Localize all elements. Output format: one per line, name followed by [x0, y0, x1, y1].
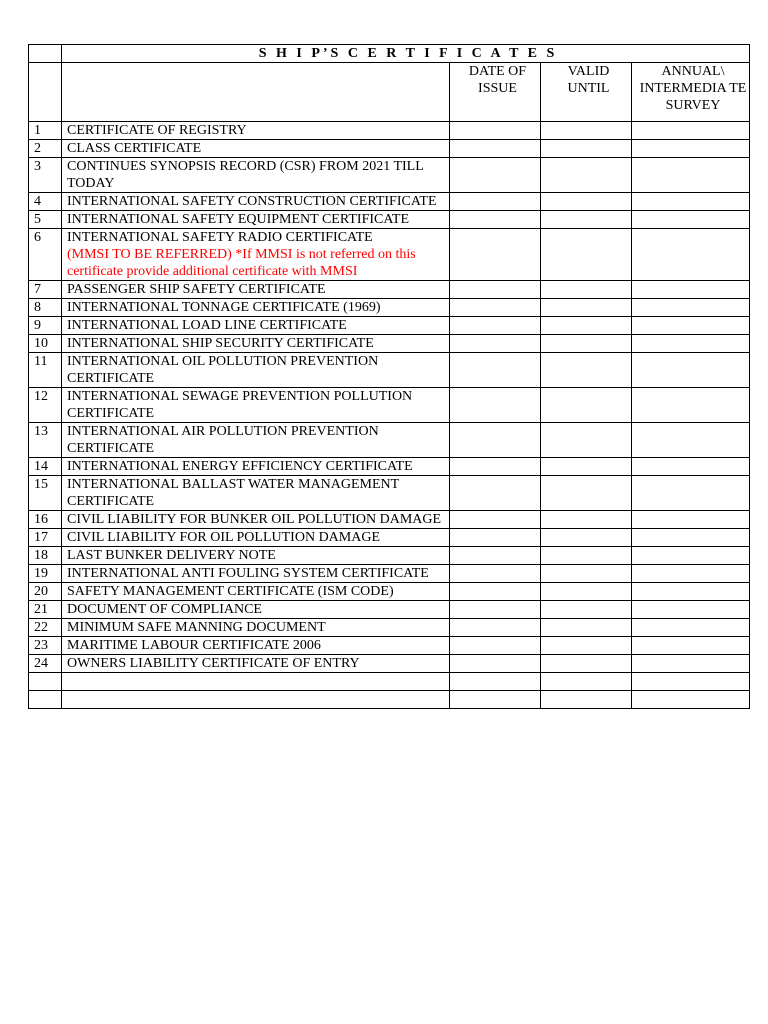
certificate-name: CIVIL LIABILITY FOR OIL POLLUTION DAMAGE — [67, 530, 381, 545]
certificate-name: INTERNATIONAL LOAD LINE CERTIFICATE — [67, 318, 347, 333]
annual-survey-cell[interactable] — [632, 673, 750, 691]
annual-survey-cell[interactable] — [632, 423, 750, 458]
valid-until-cell[interactable] — [541, 511, 632, 529]
annual-survey-cell[interactable] — [632, 565, 750, 583]
certificate-name-cell — [62, 211, 450, 229]
date-of-issue-cell[interactable] — [450, 619, 541, 637]
table-row — [29, 335, 750, 353]
valid-until-cell[interactable] — [541, 547, 632, 565]
table-title: S H I P’S C E R T I F I C A T E S — [62, 45, 750, 63]
table-body — [29, 45, 750, 709]
annual-survey-cell[interactable] — [632, 458, 750, 476]
date-of-issue-cell[interactable] — [450, 547, 541, 565]
annual-survey-cell[interactable] — [632, 691, 750, 709]
valid-until-cell[interactable] — [541, 317, 632, 335]
certificate-name: CLASS CERTIFICATE — [67, 141, 202, 156]
table-row — [29, 601, 750, 619]
certificate-note: (MMSI TO BE REFERRED) *If MMSI is not referred on this certificate provide additional certificate with MMSI — [67, 247, 416, 279]
table-row — [29, 211, 750, 229]
certificate-name-cell — [62, 229, 450, 281]
row-number: 1 — [29, 122, 62, 140]
table-row — [29, 388, 750, 423]
annual-survey-cell[interactable] — [632, 335, 750, 353]
valid-until-cell[interactable] — [541, 691, 632, 709]
row-number: 16 — [29, 511, 62, 529]
date-of-issue-cell[interactable] — [450, 140, 541, 158]
row-number: 3 — [29, 158, 62, 193]
table-row — [29, 529, 750, 547]
certificate-name-cell — [62, 529, 450, 547]
certificate-name: INTERNATIONAL TONNAGE CERTIFICATE (1969) — [67, 300, 381, 315]
date-of-issue-cell[interactable] — [450, 529, 541, 547]
table-row — [29, 193, 750, 211]
date-of-issue-cell[interactable] — [450, 458, 541, 476]
table-row — [29, 299, 750, 317]
certificate-name-cell — [62, 601, 450, 619]
valid-until-cell[interactable] — [541, 353, 632, 388]
certificate-name-cell — [62, 637, 450, 655]
table-row — [29, 458, 750, 476]
annual-survey-cell[interactable] — [632, 122, 750, 140]
certificate-name-cell — [62, 476, 450, 511]
row-number: 14 — [29, 458, 62, 476]
date-of-issue-cell[interactable] — [450, 335, 541, 353]
annual-survey-cell[interactable] — [632, 388, 750, 423]
table-row — [29, 353, 750, 388]
annual-survey-cell[interactable] — [632, 655, 750, 673]
date-of-issue-cell[interactable] — [450, 583, 541, 601]
valid-until-cell[interactable] — [541, 476, 632, 511]
header-number — [29, 63, 62, 122]
date-of-issue-cell[interactable] — [450, 476, 541, 511]
valid-until-cell[interactable] — [541, 229, 632, 281]
row-number: 9 — [29, 317, 62, 335]
annual-survey-cell[interactable] — [632, 511, 750, 529]
valid-until-cell[interactable] — [541, 601, 632, 619]
table-row — [29, 423, 750, 458]
certificate-name: CONTINUES SYNOPSIS RECORD (CSR) FROM 2021 TILL TODAY — [67, 159, 424, 191]
row-number: 20 — [29, 583, 62, 601]
valid-until-cell[interactable] — [541, 335, 632, 353]
certificate-name: INTERNATIONAL SHIP SECURITY CERTIFICATE — [67, 336, 374, 351]
table-row — [29, 637, 750, 655]
table-row — [29, 583, 750, 601]
date-of-issue-cell[interactable] — [450, 691, 541, 709]
date-of-issue-cell[interactable] — [450, 423, 541, 458]
header-annual-survey: ANNUAL\ INTERMEDIA TE SURVEY — [632, 63, 750, 122]
table-row — [29, 158, 750, 193]
valid-until-cell[interactable] — [541, 458, 632, 476]
certificate-name: PASSENGER SHIP SAFETY CERTIFICATE — [67, 282, 326, 297]
row-number: 10 — [29, 335, 62, 353]
certificate-name-cell — [62, 317, 450, 335]
date-of-issue-cell[interactable] — [450, 211, 541, 229]
certificate-name-cell — [62, 140, 450, 158]
annual-survey-cell[interactable] — [632, 637, 750, 655]
certificate-name-cell — [62, 158, 450, 193]
certificate-name: MINIMUM SAFE MANNING DOCUMENT — [67, 620, 326, 635]
valid-until-cell[interactable] — [541, 655, 632, 673]
row-number: 19 — [29, 565, 62, 583]
title-number-cell — [29, 45, 62, 63]
certificate-name: INTERNATIONAL ANTI FOULING SYSTEM CERTIFICATE — [67, 566, 429, 581]
table-row — [29, 655, 750, 673]
table-row — [29, 565, 750, 583]
header-date-of-issue: DATE OF ISSUE — [450, 63, 541, 122]
valid-until-cell[interactable] — [541, 211, 632, 229]
date-of-issue-cell[interactable] — [450, 565, 541, 583]
row-number: 6 — [29, 229, 62, 281]
annual-survey-cell[interactable] — [632, 140, 750, 158]
header-certificate — [62, 63, 450, 122]
annual-survey-cell[interactable] — [632, 299, 750, 317]
certificate-name: CIVIL LIABILITY FOR BUNKER OIL POLLUTION DAMAGE — [67, 512, 442, 527]
annual-survey-cell[interactable] — [632, 281, 750, 299]
certificate-name-cell — [62, 547, 450, 565]
row-number: 22 — [29, 619, 62, 637]
certificate-name: INTERNATIONAL AIR POLLUTION PREVENTION CERTIFICATE — [67, 424, 379, 456]
certificate-name-cell — [62, 423, 450, 458]
valid-until-cell[interactable] — [541, 637, 632, 655]
certificate-name: SAFETY MANAGEMENT CERTIFICATE (ISM CODE) — [67, 584, 394, 599]
certificate-name: INTERNATIONAL OIL POLLUTION PREVENTION CERTIFICATE — [67, 354, 379, 386]
certificate-name: MARITIME LABOUR CERTIFICATE 2006 — [67, 638, 321, 653]
annual-survey-cell[interactable] — [632, 229, 750, 281]
row-number: 8 — [29, 299, 62, 317]
date-of-issue-cell[interactable] — [450, 281, 541, 299]
blank-row — [29, 691, 750, 709]
certificate-name: INTERNATIONAL BALLAST WATER MANAGEMENT CERTIFICATE — [67, 477, 399, 509]
certificate-name: INTERNATIONAL SAFETY EQUIPMENT CERTIFICATE — [67, 212, 410, 227]
table-row — [29, 140, 750, 158]
date-of-issue-cell[interactable] — [450, 637, 541, 655]
annual-survey-cell[interactable] — [632, 317, 750, 335]
table-row — [29, 511, 750, 529]
row-number: 12 — [29, 388, 62, 423]
certificate-name-cell — [62, 565, 450, 583]
ships-certificates-table — [28, 44, 750, 709]
blank-name-cell[interactable] — [62, 673, 450, 691]
date-of-issue-cell[interactable] — [450, 122, 541, 140]
date-of-issue-cell[interactable] — [450, 317, 541, 335]
annual-survey-cell[interactable] — [632, 193, 750, 211]
certificate-name-cell — [62, 458, 450, 476]
annual-survey-cell[interactable] — [632, 619, 750, 637]
row-number: 21 — [29, 601, 62, 619]
valid-until-cell[interactable] — [541, 673, 632, 691]
date-of-issue-cell[interactable] — [450, 673, 541, 691]
certificate-name-cell — [62, 353, 450, 388]
blank-row — [29, 673, 750, 691]
blank-number-cell[interactable] — [29, 673, 62, 691]
date-of-issue-cell[interactable] — [450, 655, 541, 673]
annual-survey-cell[interactable] — [632, 601, 750, 619]
row-number: 4 — [29, 193, 62, 211]
annual-survey-cell[interactable] — [632, 211, 750, 229]
title-row — [29, 45, 750, 63]
date-of-issue-cell[interactable] — [450, 229, 541, 281]
row-number: 11 — [29, 353, 62, 388]
valid-until-cell[interactable] — [541, 619, 632, 637]
annual-survey-cell[interactable] — [632, 583, 750, 601]
valid-until-cell[interactable] — [541, 299, 632, 317]
date-of-issue-cell[interactable] — [450, 158, 541, 193]
certificate-name: CERTIFICATE OF REGISTRY — [67, 123, 247, 138]
annual-survey-cell[interactable] — [632, 158, 750, 193]
table-row — [29, 619, 750, 637]
header-row — [29, 63, 750, 122]
certificate-name: INTERNATIONAL SAFETY RADIO CERTIFICATE — [67, 230, 373, 245]
date-of-issue-cell[interactable] — [450, 601, 541, 619]
certificate-name-cell — [62, 299, 450, 317]
header-valid-until: VALID UNTIL — [541, 63, 632, 122]
row-number: 2 — [29, 140, 62, 158]
date-of-issue-cell[interactable] — [450, 299, 541, 317]
annual-survey-cell[interactable] — [632, 529, 750, 547]
certificate-name: LAST BUNKER DELIVERY NOTE — [67, 548, 276, 563]
certificate-name: DOCUMENT OF COMPLIANCE — [67, 602, 262, 617]
annual-survey-cell[interactable] — [632, 476, 750, 511]
valid-until-cell[interactable] — [541, 583, 632, 601]
table-row — [29, 476, 750, 511]
valid-until-cell[interactable] — [541, 122, 632, 140]
blank-number-cell[interactable] — [29, 691, 62, 709]
certificate-name-cell — [62, 193, 450, 211]
valid-until-cell[interactable] — [541, 388, 632, 423]
certificate-name-cell — [62, 583, 450, 601]
certificate-name: INTERNATIONAL SEWAGE PREVENTION POLLUTION CERTIFICATE — [67, 389, 413, 421]
blank-name-cell[interactable] — [62, 691, 450, 709]
date-of-issue-cell[interactable] — [450, 193, 541, 211]
valid-until-cell[interactable] — [541, 281, 632, 299]
certificate-name: INTERNATIONAL SAFETY CONSTRUCTION CERTIFICATE — [67, 194, 437, 209]
certificate-name-cell — [62, 335, 450, 353]
table-row — [29, 281, 750, 299]
certificate-name-cell — [62, 388, 450, 423]
row-number: 7 — [29, 281, 62, 299]
row-number: 15 — [29, 476, 62, 511]
table-row — [29, 122, 750, 140]
certificate-name: INTERNATIONAL ENERGY EFFICIENCY CERTIFICATE — [67, 459, 413, 474]
table-row — [29, 547, 750, 565]
row-number: 17 — [29, 529, 62, 547]
row-number: 23 — [29, 637, 62, 655]
table-row — [29, 317, 750, 335]
valid-until-cell[interactable] — [541, 158, 632, 193]
certificate-name-cell — [62, 511, 450, 529]
valid-until-cell[interactable] — [541, 565, 632, 583]
row-number: 5 — [29, 211, 62, 229]
date-of-issue-cell[interactable] — [450, 511, 541, 529]
certificate-name-cell — [62, 281, 450, 299]
valid-until-cell[interactable] — [541, 529, 632, 547]
table-row — [29, 229, 750, 281]
certificate-name-cell — [62, 619, 450, 637]
certificate-name: OWNERS LIABILITY CERTIFICATE OF ENTRY — [67, 656, 360, 671]
date-of-issue-cell[interactable] — [450, 353, 541, 388]
valid-until-cell[interactable] — [541, 193, 632, 211]
annual-survey-cell[interactable] — [632, 547, 750, 565]
row-number: 24 — [29, 655, 62, 673]
annual-survey-cell[interactable] — [632, 353, 750, 388]
certificate-name-cell — [62, 655, 450, 673]
row-number: 18 — [29, 547, 62, 565]
valid-until-cell[interactable] — [541, 140, 632, 158]
certificate-name-cell — [62, 122, 450, 140]
valid-until-cell[interactable] — [541, 423, 632, 458]
date-of-issue-cell[interactable] — [450, 388, 541, 423]
row-number: 13 — [29, 423, 62, 458]
